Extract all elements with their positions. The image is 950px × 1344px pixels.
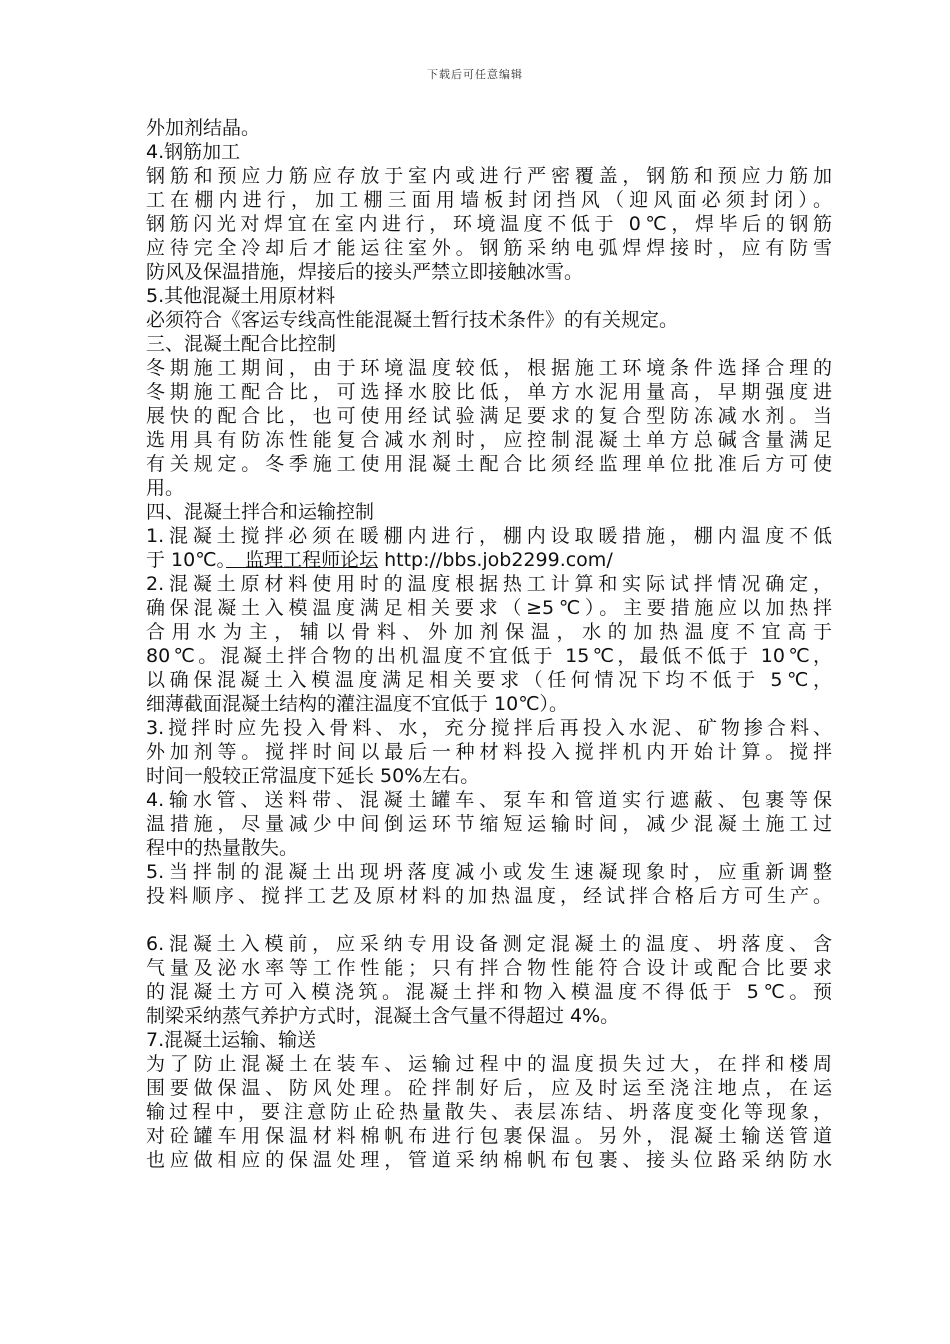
text-line: 也应做相应的保温处理，管道采纳棉帆布包裹、接头位路采纳防水	[146, 1149, 832, 1171]
text-line: 气量及泌水率等工作性能；只有拌合物性能符合设计或配合比要求	[146, 957, 832, 979]
section-heading: 5.其他混凝土用原材料	[146, 285, 336, 307]
text-line: 工在棚内进行，加工棚三面用墙板封闭挡风（迎风面必须封闭）。	[146, 189, 832, 211]
section-heading: 7.混凝土运输、输送	[146, 1029, 317, 1051]
text-line: 5.当拌制的混凝土出现坍落度减小或发生速凝现象时，应重新调整	[146, 861, 832, 883]
text-line: 合用水为主，辅以骨料、外加剂保温，水的加热温度不宜高于	[146, 621, 832, 643]
text-line: 1.混凝土搅拌必须在暖棚内进行，棚内设取暖措施，棚内温度不低	[146, 525, 832, 547]
text-line: 外加剂等。搅拌时间以最后一种材料投入搅拌机内开始计算。搅拌	[146, 741, 832, 763]
blank-line	[146, 908, 832, 932]
text-line-with-link	[146, 548, 832, 572]
text-line: 时间一般较正常温度下延长 50%左右。	[146, 765, 480, 787]
text-line: 外加剂结晶。	[146, 117, 261, 139]
text-line: 80℃。混凝土拌合物的出机温度不宜低于 15℃，最低不低于 10℃，	[146, 645, 832, 667]
text-line: 应待完全冷却后才能运往室外。钢筋采纳电弧焊焊接时，应有防雪	[146, 237, 832, 259]
forum-link[interactable]: 监理工程师论坛	[226, 549, 379, 571]
url-text: http://bbs.job2299.com/	[378, 549, 613, 571]
document-body	[146, 116, 832, 1172]
text-line: 确保混凝土入模温度满足相关要求（≥5℃）。主要措施应以加热拌	[146, 597, 832, 619]
section-heading: 4.钢筋加工	[146, 141, 241, 163]
text-line: 温措施，尽量减少中间倒运环节缩短运输时间，减少混凝土施工过	[146, 813, 832, 835]
text-line: 围要做保温、防风处理。砼拌制好后，应及时运至浇注地点，在运	[146, 1077, 832, 1099]
text-line: 2.混凝土原材料使用时的温度根据热工计算和实际试拌情况确定，	[146, 573, 832, 595]
text-line: 展快的配合比，也可使用经试验满足要求的复合型防冻减水剂。当	[146, 405, 832, 427]
text-line: 必须符合《客运专线高性能混凝土暂行技术条件》的有关规定。	[146, 309, 679, 331]
section-heading: 四、混凝土拌合和运输控制	[146, 501, 375, 523]
text-line: 的混凝土方可入模浇筑。混凝土拌和物入模温度不得低于 5℃。预	[146, 981, 832, 1003]
text-line: 用。	[146, 477, 185, 499]
text-line: 以确保混凝土入模温度满足相关要求（任何情况下均不低于 5℃，	[146, 669, 832, 691]
text-line: 为了防止混凝土在装车、运输过程中的温度损失过大，在拌和楼周	[146, 1053, 832, 1075]
text-line: 3.搅拌时应先投入骨料、水，充分搅拌后再投入水泥、矿物掺合料、	[146, 717, 832, 739]
text-line: 冬期施工配合比，可选择水胶比低，单方水泥用量高，早期强度进	[146, 381, 832, 403]
text-line: 防风及保温措施，焊接后的接头严禁立即接触冰雪。	[146, 261, 584, 283]
text-line: 有关规定。冬季施工使用混凝土配合比须经监理单位批准后方可使	[146, 453, 832, 475]
section-heading: 三、混凝土配合比控制	[146, 333, 337, 355]
text-line: 制梁采纳蒸气养护方式时，混凝土含气量不得超过 4%。	[146, 1005, 620, 1027]
link-prefix: 于 10℃。	[146, 549, 227, 571]
page-header: 下载后可任意编辑	[427, 68, 523, 81]
text-line: 钢筋闪光对焊宜在室内进行，环境温度不低于 0℃，焊毕后的钢筋	[146, 213, 832, 235]
text-line: 输过程中，要注意防止砼热量散失、表层冻结、坍落度变化等现象，	[146, 1101, 832, 1123]
text-line: 钢筋和预应力筋应存放于室内或进行严密覆盖，钢筋和预应力筋加	[146, 165, 832, 187]
text-line: 投料顺序、搅拌工艺及原材料的加热温度，经试拌合格后方可生产。	[146, 885, 832, 907]
text-line: 选用具有防冻性能复合减水剂时，应控制混凝土单方总碱含量满足	[146, 429, 832, 451]
text-line: 冬期施工期间，由于环境温度较低，根据施工环境条件选择合理的	[146, 357, 832, 379]
text-line: 4.输水管、送料带、混凝土罐车、泵车和管道实行遮蔽、包裹等保	[146, 789, 832, 811]
text-line: 对砼罐车用保温材料棉帆布进行包裹保温。另外，混凝土输送管道	[146, 1125, 832, 1147]
text-line: 细薄截面混凝土结构的灌注温度不宜低于 10℃）。	[146, 693, 569, 715]
text-line: 程中的热量散失。	[146, 837, 299, 859]
text-line: 6.混凝土入模前，应采纳专用设备测定混凝土的温度、坍落度、含	[146, 933, 832, 955]
